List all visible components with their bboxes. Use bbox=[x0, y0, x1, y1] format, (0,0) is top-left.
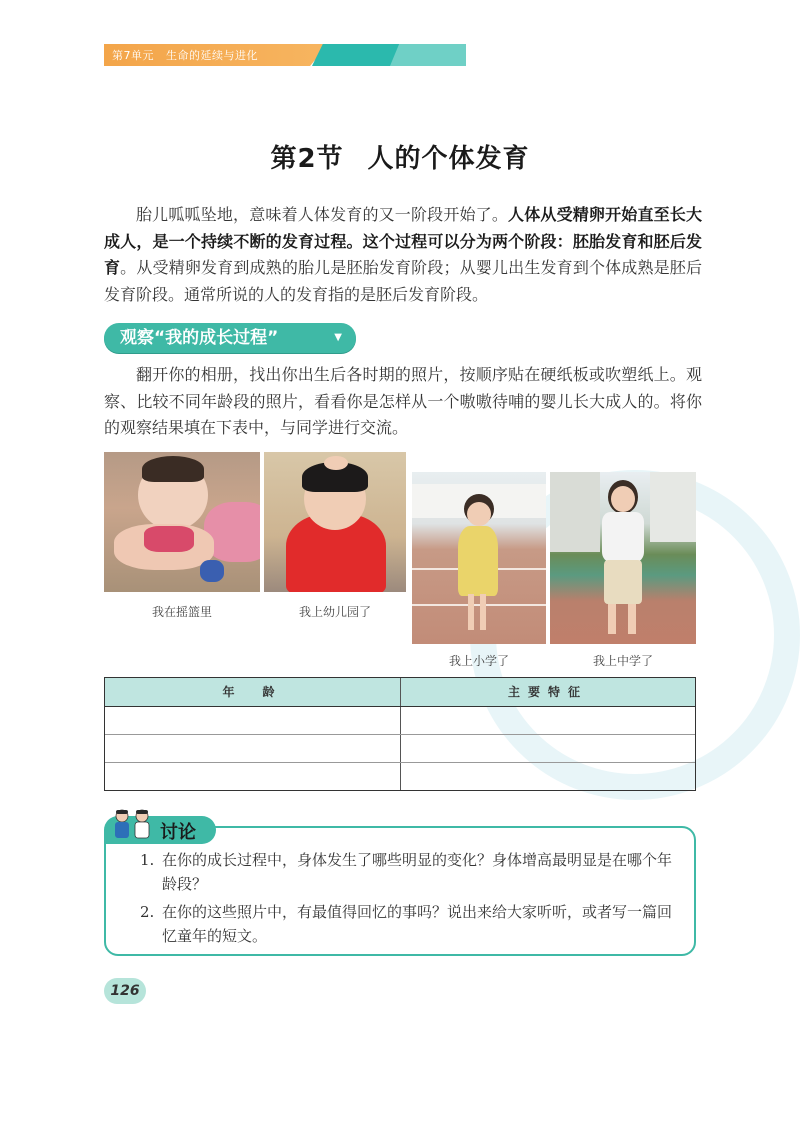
intro-text-1: 胎儿呱呱坠地，意味着人体发育的又一阶段开始了。 bbox=[136, 205, 509, 224]
item-text: 在你的成长过程中，身体发生了哪些明显的变化？身体增高最明显是在哪个年龄段？ bbox=[162, 851, 673, 893]
item-number: 1. bbox=[140, 851, 155, 869]
triangle-down-icon: ▼ bbox=[334, 332, 342, 343]
observe-title: 观察“我的成长过程” bbox=[120, 328, 279, 348]
people-icon bbox=[110, 806, 160, 846]
intro-bold-text: 人体从受精卵开始直至长大成人，是一个持续不断的发育过程。这个过程可以分为两个阶段：胚胎发育和胚后发育 bbox=[104, 205, 702, 277]
intro-text-2: 。从受精卵发育到成熟的胎儿是胚胎发育阶段；从婴儿出生发育到个体成熟是胚后发育阶段。通常所说的人的发育指的是胚后发育阶段。 bbox=[104, 258, 702, 304]
photo-kindergarten bbox=[264, 452, 406, 592]
caption-middle-school: 我上中学了 bbox=[592, 654, 653, 668]
caption-primary-school: 我上小学了 bbox=[448, 654, 509, 668]
table-row bbox=[105, 735, 695, 763]
item-number: 2. bbox=[140, 903, 155, 921]
unit-header-teal bbox=[312, 44, 402, 66]
unit-title: 生命的延续与进化 bbox=[166, 49, 258, 62]
unit-header-bar bbox=[104, 44, 466, 66]
caption-cradle: 我在摇篮里 bbox=[151, 605, 212, 619]
features-cell[interactable] bbox=[401, 735, 695, 762]
list-item bbox=[140, 900, 680, 948]
photo-middle-school bbox=[550, 472, 696, 644]
table-header bbox=[105, 678, 695, 707]
list-item bbox=[140, 848, 680, 896]
table-row bbox=[105, 763, 695, 790]
photo-primary-school bbox=[412, 472, 546, 644]
observe-heading bbox=[104, 323, 356, 353]
section-number: 第2节 bbox=[270, 144, 344, 174]
age-cell[interactable] bbox=[105, 707, 401, 734]
item-text: 在你的这些照片中，有最值得回忆的事吗？说出来给大家听听，或者写一篇回忆童年的短文。 bbox=[162, 903, 673, 945]
features-cell[interactable] bbox=[401, 763, 695, 790]
table-row bbox=[105, 707, 695, 735]
section-name: 人的个体发育 bbox=[367, 144, 530, 174]
page-number: 126 bbox=[104, 978, 146, 1004]
unit-number: 第7单元 bbox=[112, 49, 154, 62]
caption-kindergarten: 我上幼儿园了 bbox=[298, 605, 371, 619]
observe-paragraph: 翻开你的相册，找出你出生后各时期的照片，按顺序贴在硬纸板或吹塑纸上。观察、比较不同年龄段的照片，看看你是怎样从一个嗷嗷待哺的婴儿长大成人的。将你的观察结果填在下表中，与同学进行交流。 bbox=[104, 365, 702, 437]
discussion-label: 讨论 bbox=[160, 822, 196, 843]
intro-paragraph bbox=[104, 202, 702, 308]
section-title bbox=[0, 138, 800, 175]
observation-table bbox=[104, 677, 696, 791]
age-cell[interactable] bbox=[105, 763, 401, 790]
unit-header-teal-light bbox=[390, 44, 466, 66]
header-age: 年 龄 bbox=[105, 678, 401, 706]
discussion-list bbox=[140, 848, 680, 952]
header-features: 主要特征 bbox=[507, 685, 588, 699]
features-cell[interactable] bbox=[401, 707, 695, 734]
photo-baby-cradle bbox=[104, 452, 260, 592]
age-cell[interactable] bbox=[105, 735, 401, 762]
unit-header-text bbox=[112, 47, 258, 63]
